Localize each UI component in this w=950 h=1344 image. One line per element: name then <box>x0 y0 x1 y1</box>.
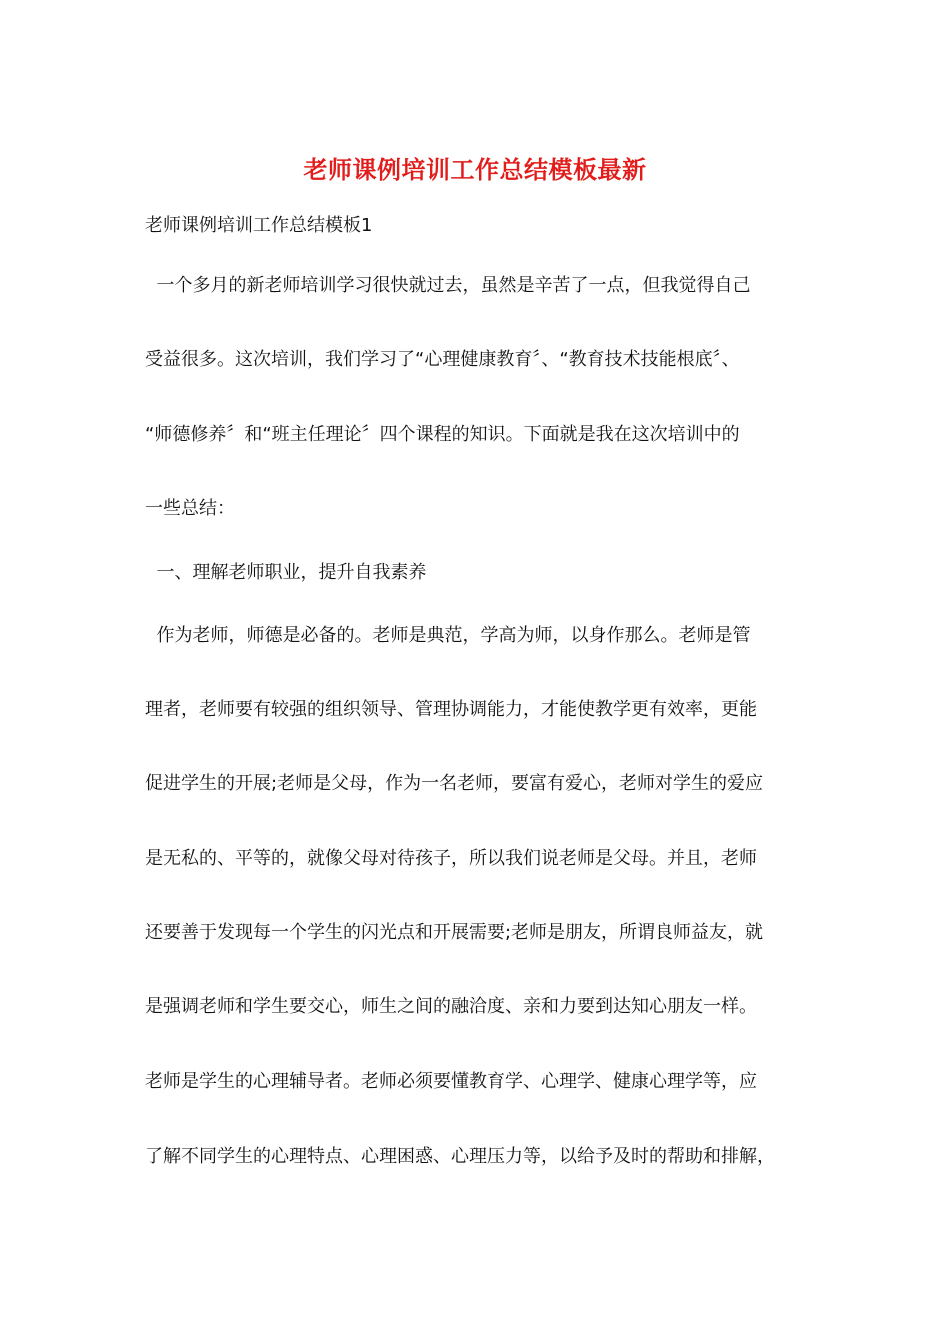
paragraph-line: 是无私的、平等的，就像父母对待孩子，所以我们说老师是父母。并且，老师 <box>145 848 757 869</box>
document-title: 老师课例培训工作总结模板最新 <box>303 155 647 184</box>
paragraph-line: 一些总结： <box>145 498 235 519</box>
paragraph-line: 还要善于发现每一个学生的闪光点和开展需要;老师是朋友，所谓良师益友，就 <box>145 922 764 943</box>
section-heading: 一、理解老师职业，提升自我素养 <box>145 562 427 583</box>
paragraph-line: 了解不同学生的心理特点、心理困惑、心理压力等，以给予及时的帮助和排解， <box>145 1146 775 1167</box>
paragraph-line: 理者，老师要有较强的组织领导、管理协调能力，才能使教学更有效率，更能 <box>145 699 757 720</box>
paragraph-line: “师德修养〞和“班主任理论〞四个课程的知识。下面就是我在这次培训中的 <box>145 424 740 445</box>
paragraph-line: 作为老师，师德是必备的。老师是典范，学高为师，以身作那么。老师是管 <box>145 625 751 646</box>
paragraph-line: 促进学生的开展;老师是父母，作为一名老师，要富有爱心，老师对学生的爱应 <box>145 773 764 794</box>
paragraph-line: 一个多月的新老师培训学习很快就过去，虽然是辛苦了一点，但我觉得自己 <box>145 275 751 296</box>
paragraph-line: 老师是学生的心理辅导者。老师必须要懂教育学、心理学、健康心理学等，应 <box>145 1071 757 1092</box>
paragraph-line: 受益很多。这次培训，我们学习了“心理健康教育〞、“教育技术技能根底〞、 <box>145 349 740 370</box>
document-subtitle: 老师课例培训工作总结模板1 <box>145 215 373 236</box>
paragraph-line: 是强调老师和学生要交心，师生之间的融洽度、亲和力要到达知心朋友一样。 <box>145 996 757 1017</box>
